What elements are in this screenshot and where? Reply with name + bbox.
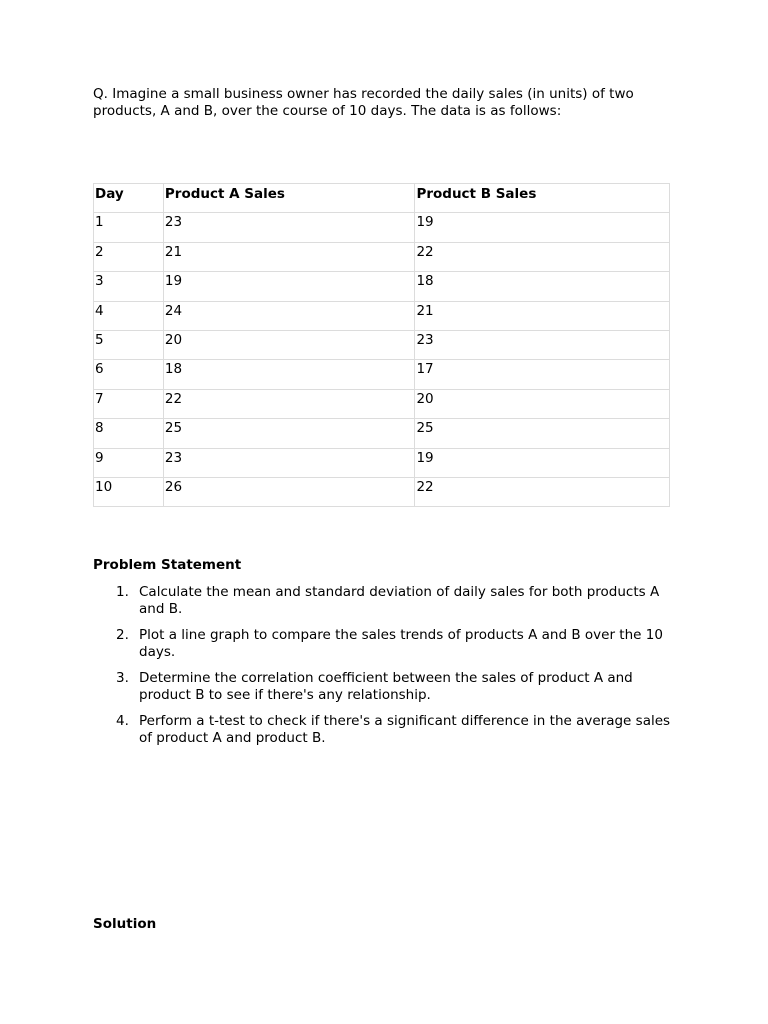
product-b-cell: 22 (415, 242, 670, 271)
task-item (116, 584, 679, 618)
product-b-cell: 23 (415, 330, 670, 359)
product-a-cell: 23 (163, 213, 415, 242)
product-a-cell: 18 (163, 360, 415, 389)
product-a-cell: 23 (163, 448, 415, 477)
product-a-cell: 21 (163, 242, 415, 271)
header-product-a: Product A Sales (163, 184, 415, 213)
product-a-cell: 24 (163, 301, 415, 330)
product-b-cell: 19 (415, 448, 670, 477)
table-row (94, 330, 670, 359)
product-a-cell: 26 (163, 477, 415, 506)
table-row (94, 213, 670, 242)
header-day: Day (94, 184, 164, 213)
product-a-cell: 22 (163, 389, 415, 418)
day-cell: 8 (94, 419, 164, 448)
task-text: Plot a line graph to compare the sales trends of products A and B over the 10 days. (139, 627, 663, 660)
product-b-cell: 25 (415, 419, 670, 448)
task-number: 4. (116, 713, 129, 729)
task-item (116, 627, 679, 661)
task-text: Calculate the mean and standard deviation of daily sales for both products A and B. (139, 584, 660, 617)
sales-table (93, 183, 670, 507)
day-cell: 1 (94, 213, 164, 242)
document-page (93, 86, 673, 932)
task-item (116, 670, 679, 704)
product-a-cell: 19 (163, 272, 415, 301)
task-item (116, 713, 679, 747)
table-row (94, 419, 670, 448)
task-number: 1. (116, 584, 129, 600)
table-row (94, 242, 670, 271)
product-b-cell: 17 (415, 360, 670, 389)
problem-statement-heading: Problem Statement (93, 557, 242, 573)
task-list (93, 584, 679, 756)
product-b-cell: 20 (415, 389, 670, 418)
day-cell: 6 (94, 360, 164, 389)
day-cell: 7 (94, 389, 164, 418)
product-b-cell: 19 (415, 213, 670, 242)
product-b-cell: 21 (415, 301, 670, 330)
task-text: Perform a t-test to check if there's a significant difference in the average sales of product A and product B. (139, 713, 671, 746)
task-number: 3. (116, 670, 129, 686)
product-a-cell: 20 (163, 330, 415, 359)
task-number: 2. (116, 627, 129, 643)
table-row (94, 389, 670, 418)
day-cell: 9 (94, 448, 164, 477)
table-row (94, 360, 670, 389)
table-row (94, 477, 670, 506)
day-cell: 10 (94, 477, 164, 506)
day-cell: 5 (94, 330, 164, 359)
product-a-cell: 25 (163, 419, 415, 448)
task-text: Determine the correlation coefficient between the sales of product A and product B to see if there's any relationship. (139, 670, 633, 703)
table-header-row (94, 184, 670, 213)
day-cell: 4 (94, 301, 164, 330)
table-row (94, 272, 670, 301)
product-b-cell: 18 (415, 272, 670, 301)
product-b-cell: 22 (415, 477, 670, 506)
day-cell: 2 (94, 242, 164, 271)
table-row (94, 301, 670, 330)
solution-heading: Solution (93, 916, 157, 932)
header-product-b: Product B Sales (415, 184, 670, 213)
question-text: Q. Imagine a small business owner has recorded the daily sales (in units) of two products, A and B, over the course of 10 days. The data is as follows: (93, 86, 634, 119)
day-cell: 3 (94, 272, 164, 301)
table-row (94, 448, 670, 477)
